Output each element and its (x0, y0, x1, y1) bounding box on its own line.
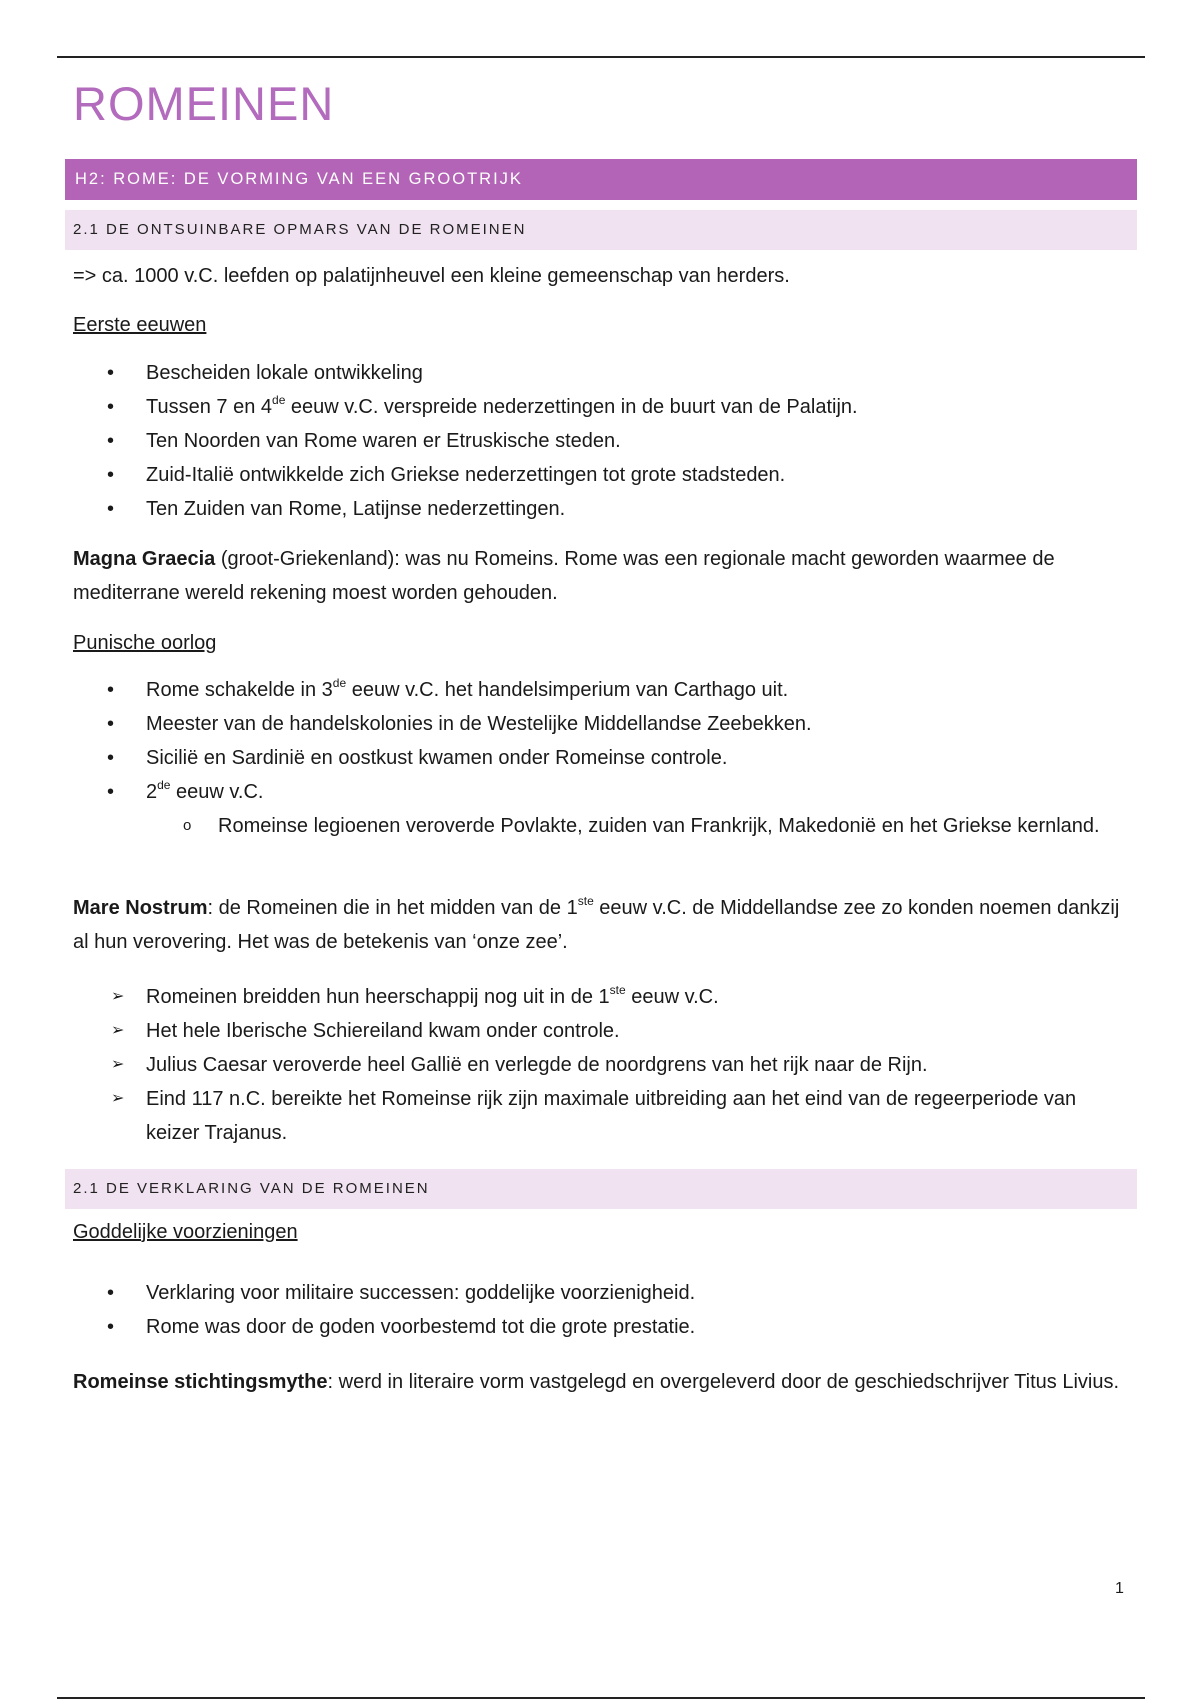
page-title: ROMEINEN (73, 77, 335, 130)
list-item-nested: o Romeinse legioenen veroverde Povlakte, zuiden van Frankrijk, Makedonië en het Griekse kernland. (73, 809, 1133, 843)
term-romeinse-stichtingsmythe: Romeinse stichtingsmythe (73, 1371, 328, 1393)
list-item: • Sicilië en Sardinië en oostkust kwamen onder Romeinse controle. (73, 741, 1133, 775)
list-item: • Verklaring voor militaire successen: goddelijke voorzienigheid. (73, 1276, 1133, 1310)
list-eerste-eeuwen (73, 356, 1133, 526)
mare-nostrum-paragraph: Mare Nostrum: de Romeinen die in het midden van de 1ste eeuw v.C. de Middellandse zee zo konden noemen dankzij al hun verovering. Het was de betekenis van ‘onze zee’. (73, 894, 1120, 953)
bottom-rule (57, 1697, 1145, 1699)
bullet-icon: • (107, 781, 115, 803)
top-rule (57, 56, 1145, 58)
list-item: ➢ Julius Caesar veroverde heel Gallië en verlegde de noordgrens van het rijk naar de Rijn. (73, 1048, 1133, 1082)
list-item: • 2de eeuw v.C. (73, 775, 1133, 809)
bullet-icon: • (107, 1316, 115, 1338)
subheading-goddelijke-voorzieningen: Goddelijke voorzieningen (73, 1221, 298, 1243)
section-heading-verklaring: 2.1 DE VERKLARING VAN DE ROMEINEN (65, 1169, 1137, 1209)
magna-graecia-paragraph: Magna Graecia (groot-Griekenland): was nu Romeins. Rome was een regionale macht geworden waarmee de mediterrane wereld rekening moest worden gehouden. (73, 548, 1055, 604)
subheading-punische-oorlog: Punische oorlog (73, 632, 217, 654)
bullet-icon: • (107, 362, 115, 384)
arrow-bullet-icon: ➢ (111, 1090, 125, 1107)
term-mare-nostrum: Mare Nostrum (73, 897, 208, 919)
list-punische-oorlog (73, 673, 1133, 843)
list-goddelijke-voorzieningen (73, 1276, 1133, 1344)
bullet-icon: • (107, 679, 115, 701)
list-item: • Zuid-Italië ontwikkelde zich Griekse nederzettingen tot grote stadsteden. (73, 458, 1133, 492)
list-uitbreiding (73, 980, 1133, 1150)
list-item: • Rome was door de goden voorbestemd tot die grote prestatie. (73, 1310, 1133, 1344)
bullet-icon: • (107, 464, 115, 486)
stichtingsmythe-paragraph: Romeinse stichtingsmythe: werd in literaire vorm vastgelegd en overgeleverd door de geschiedschrijver Titus Livius. (73, 1371, 1120, 1393)
bullet-icon: • (107, 396, 115, 418)
arrow-bullet-icon: ➢ (111, 1022, 125, 1039)
page-number: 1 (1115, 1580, 1124, 1597)
term-magna-graecia: Magna Graecia (73, 548, 216, 570)
section-heading-opmars: 2.1 DE ONTSUINBARE OPMARS VAN DE ROMEINEN (65, 210, 1137, 250)
list-item: • Rome schakelde in 3de eeuw v.C. het handelsimperium van Carthago uit. (73, 673, 1133, 707)
intro-paragraph: => ca. 1000 v.C. leefden op palatijnheuvel een kleine gemeenschap van herders. (73, 265, 790, 287)
bullet-icon: • (107, 1282, 115, 1304)
bullet-icon: • (107, 713, 115, 735)
list-item: • Ten Zuiden van Rome, Latijnse nederzettingen. (73, 492, 1133, 526)
chapter-heading: H2: ROME: DE VORMING VAN EEN GROOTRIJK (65, 159, 1137, 200)
bullet-icon: • (107, 498, 115, 520)
list-item: ➢ Romeinen breidden hun heerschappij nog uit in de 1ste eeuw v.C. (73, 980, 1133, 1014)
bullet-icon: • (107, 430, 115, 452)
arrow-bullet-icon: ➢ (111, 988, 125, 1005)
arrow-bullet-icon: ➢ (111, 1056, 125, 1073)
bullet-icon: • (107, 747, 115, 769)
list-item: • Bescheiden lokale ontwikkeling (73, 356, 1133, 390)
circle-bullet-icon: o (183, 817, 192, 834)
list-item: ➢ Eind 117 n.C. bereikte het Romeinse rijk zijn maximale uitbreiding aan het eind van de regeerperiode van keizer Trajanus. (73, 1082, 1133, 1150)
subheading-eerste-eeuwen: Eerste eeuwen (73, 314, 207, 336)
list-item: • Ten Noorden van Rome waren er Etruskische steden. (73, 424, 1133, 458)
list-item: ➢ Het hele Iberische Schiereiland kwam onder controle. (73, 1014, 1133, 1048)
list-item: • Tussen 7 en 4de eeuw v.C. verspreide nederzettingen in de buurt van de Palatijn. (73, 390, 1133, 424)
list-item: • Meester van de handelskolonies in de Westelijke Middellandse Zeebekken. (73, 707, 1133, 741)
